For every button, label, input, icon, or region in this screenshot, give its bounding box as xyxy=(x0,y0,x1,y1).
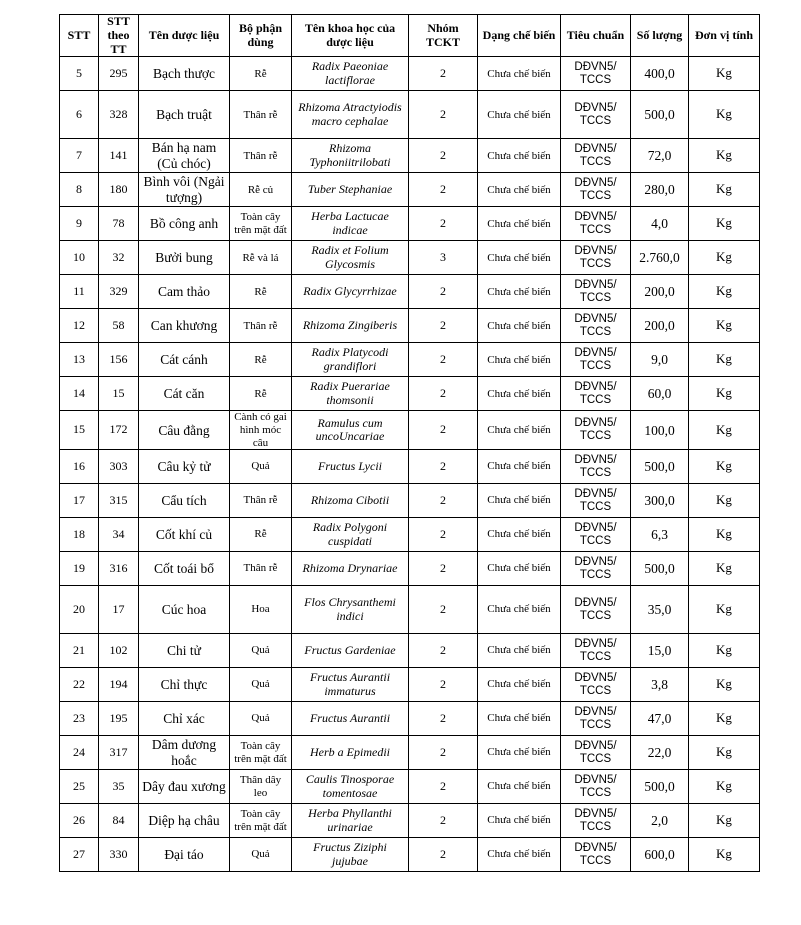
cell-name: Bạch truật xyxy=(139,91,230,139)
cell-group: 2 xyxy=(409,91,478,139)
cell-sci: Radix Glycyrrhizae xyxy=(292,275,409,309)
cell-form: Chưa chế biến xyxy=(478,309,561,343)
header-name: Tên dược liệu xyxy=(139,15,230,57)
cell-unit: Kg xyxy=(689,377,760,411)
cell-name: Dây đau xương xyxy=(139,770,230,804)
cell-ref: 315 xyxy=(99,484,139,518)
cell-group: 2 xyxy=(409,838,478,872)
cell-stt: 19 xyxy=(60,552,99,586)
cell-form: Chưa chế biến xyxy=(478,377,561,411)
cell-ref: 17 xyxy=(99,586,139,634)
cell-stt: 14 xyxy=(60,377,99,411)
cell-ref: 35 xyxy=(99,770,139,804)
cell-stt: 10 xyxy=(60,241,99,275)
cell-stt: 27 xyxy=(60,838,99,872)
cell-part: Cành có gai hình móc câu xyxy=(230,411,292,450)
cell-part: Rễ xyxy=(230,57,292,91)
cell-form: Chưa chế biến xyxy=(478,770,561,804)
cell-ref: 317 xyxy=(99,736,139,770)
cell-group: 2 xyxy=(409,804,478,838)
cell-sci: Rhizoma Atractyiodis macro cephalae xyxy=(292,91,409,139)
table-row xyxy=(60,552,760,586)
table-row xyxy=(60,804,760,838)
cell-name: Câu đằng xyxy=(139,411,230,450)
cell-std: DĐVN5/ TCCS xyxy=(561,518,631,552)
cell-sci: Fructus Lycii xyxy=(292,450,409,484)
cell-name: Cát cánh xyxy=(139,343,230,377)
cell-group: 2 xyxy=(409,552,478,586)
cell-sci: Fructus Aurantii xyxy=(292,702,409,736)
table-row xyxy=(60,586,760,634)
cell-form: Chưa chế biến xyxy=(478,241,561,275)
cell-stt: 17 xyxy=(60,484,99,518)
cell-ref: 303 xyxy=(99,450,139,484)
cell-group: 2 xyxy=(409,173,478,207)
cell-qty: 200,0 xyxy=(631,309,689,343)
cell-qty: 500,0 xyxy=(631,552,689,586)
cell-name: Chỉ xác xyxy=(139,702,230,736)
table-header xyxy=(60,15,760,57)
cell-group: 2 xyxy=(409,450,478,484)
cell-part: Quả xyxy=(230,450,292,484)
cell-std: DĐVN5/ TCCS xyxy=(561,702,631,736)
cell-qty: 300,0 xyxy=(631,484,689,518)
header-unit: Đơn vị tính xyxy=(689,15,760,57)
cell-group: 2 xyxy=(409,57,478,91)
cell-part: Rễ và lá xyxy=(230,241,292,275)
cell-part: Quả xyxy=(230,634,292,668)
table-row xyxy=(60,207,760,241)
cell-group: 3 xyxy=(409,241,478,275)
cell-part: Rễ xyxy=(230,275,292,309)
cell-part: Thân rễ xyxy=(230,139,292,173)
cell-form: Chưa chế biến xyxy=(478,343,561,377)
table-row xyxy=(60,309,760,343)
cell-std: DĐVN5/ TCCS xyxy=(561,173,631,207)
cell-part: Quả xyxy=(230,668,292,702)
cell-group: 2 xyxy=(409,634,478,668)
cell-std: DĐVN5/ TCCS xyxy=(561,668,631,702)
cell-sci: Fructus Aurantii immaturus xyxy=(292,668,409,702)
cell-stt: 25 xyxy=(60,770,99,804)
cell-std: DĐVN5/ TCCS xyxy=(561,241,631,275)
cell-name: Can khương xyxy=(139,309,230,343)
cell-stt: 22 xyxy=(60,668,99,702)
cell-stt: 5 xyxy=(60,57,99,91)
cell-qty: 280,0 xyxy=(631,173,689,207)
table-row xyxy=(60,139,760,173)
cell-unit: Kg xyxy=(689,450,760,484)
cell-qty: 6,3 xyxy=(631,518,689,552)
cell-stt: 18 xyxy=(60,518,99,552)
cell-stt: 7 xyxy=(60,139,99,173)
cell-stt: 12 xyxy=(60,309,99,343)
cell-stt: 6 xyxy=(60,91,99,139)
cell-group: 2 xyxy=(409,668,478,702)
cell-sci: Herba Lactucae indicae xyxy=(292,207,409,241)
cell-std: DĐVN5/ TCCS xyxy=(561,804,631,838)
herb-table xyxy=(59,14,760,872)
cell-form: Chưa chế biến xyxy=(478,207,561,241)
header-row xyxy=(60,15,760,57)
cell-sci: Fructus Gardeniae xyxy=(292,634,409,668)
cell-form: Chưa chế biến xyxy=(478,450,561,484)
cell-name: Bồ công anh xyxy=(139,207,230,241)
header-ref: STT theo TT xyxy=(99,15,139,57)
cell-part: Rễ xyxy=(230,343,292,377)
cell-qty: 4,0 xyxy=(631,207,689,241)
cell-std: DĐVN5/ TCCS xyxy=(561,736,631,770)
cell-stt: 26 xyxy=(60,804,99,838)
header-std: Tiêu chuẩn xyxy=(561,15,631,57)
cell-form: Chưa chế biến xyxy=(478,586,561,634)
cell-ref: 172 xyxy=(99,411,139,450)
cell-unit: Kg xyxy=(689,309,760,343)
cell-qty: 60,0 xyxy=(631,377,689,411)
cell-qty: 600,0 xyxy=(631,838,689,872)
cell-name: Cốt khí củ xyxy=(139,518,230,552)
cell-sci: Rhizoma Zingiberis xyxy=(292,309,409,343)
cell-name: Bạch thược xyxy=(139,57,230,91)
cell-stt: 9 xyxy=(60,207,99,241)
cell-group: 2 xyxy=(409,518,478,552)
cell-form: Chưa chế biến xyxy=(478,552,561,586)
cell-qty: 35,0 xyxy=(631,586,689,634)
cell-group: 2 xyxy=(409,736,478,770)
cell-stt: 21 xyxy=(60,634,99,668)
cell-ref: 58 xyxy=(99,309,139,343)
table-row xyxy=(60,770,760,804)
cell-name: Cốt toái bổ xyxy=(139,552,230,586)
cell-sci: Rhizoma Typhoniitrilobati xyxy=(292,139,409,173)
cell-unit: Kg xyxy=(689,484,760,518)
cell-name: Cát căn xyxy=(139,377,230,411)
table-row xyxy=(60,91,760,139)
cell-unit: Kg xyxy=(689,770,760,804)
cell-std: DĐVN5/ TCCS xyxy=(561,586,631,634)
table-row xyxy=(60,838,760,872)
cell-ref: 328 xyxy=(99,91,139,139)
table-row xyxy=(60,343,760,377)
cell-unit: Kg xyxy=(689,736,760,770)
cell-form: Chưa chế biến xyxy=(478,139,561,173)
cell-form: Chưa chế biến xyxy=(478,634,561,668)
cell-part: Thân rễ xyxy=(230,552,292,586)
cell-ref: 330 xyxy=(99,838,139,872)
cell-stt: 23 xyxy=(60,702,99,736)
table-row xyxy=(60,173,760,207)
table-row xyxy=(60,275,760,309)
table-row xyxy=(60,736,760,770)
cell-unit: Kg xyxy=(689,838,760,872)
cell-stt: 20 xyxy=(60,586,99,634)
cell-stt: 13 xyxy=(60,343,99,377)
cell-qty: 2,0 xyxy=(631,804,689,838)
cell-group: 2 xyxy=(409,309,478,343)
cell-name: Bán hạ nam (Củ chóc) xyxy=(139,139,230,173)
cell-std: DĐVN5/ TCCS xyxy=(561,450,631,484)
cell-part: Thân rễ xyxy=(230,484,292,518)
cell-stt: 24 xyxy=(60,736,99,770)
cell-stt: 15 xyxy=(60,411,99,450)
table-row xyxy=(60,241,760,275)
cell-part: Rễ xyxy=(230,518,292,552)
cell-std: DĐVN5/ TCCS xyxy=(561,207,631,241)
cell-std: DĐVN5/ TCCS xyxy=(561,343,631,377)
header-sci: Tên khoa học của dược liệu xyxy=(292,15,409,57)
cell-ref: 195 xyxy=(99,702,139,736)
cell-group: 2 xyxy=(409,484,478,518)
cell-name: Đại táo xyxy=(139,838,230,872)
table-row xyxy=(60,484,760,518)
cell-sci: Radix Paeoniae lactiflorae xyxy=(292,57,409,91)
cell-ref: 34 xyxy=(99,518,139,552)
cell-part: Toàn cây trên mặt đất xyxy=(230,207,292,241)
header-part: Bộ phận dùng xyxy=(230,15,292,57)
cell-qty: 47,0 xyxy=(631,702,689,736)
cell-qty: 500,0 xyxy=(631,770,689,804)
cell-part: Thân rễ xyxy=(230,91,292,139)
cell-qty: 72,0 xyxy=(631,139,689,173)
cell-part: Thân rễ xyxy=(230,309,292,343)
cell-name: Bưởi bung xyxy=(139,241,230,275)
cell-unit: Kg xyxy=(689,586,760,634)
cell-unit: Kg xyxy=(689,207,760,241)
cell-name: Diệp hạ châu xyxy=(139,804,230,838)
cell-form: Chưa chế biến xyxy=(478,838,561,872)
cell-ref: 78 xyxy=(99,207,139,241)
cell-group: 2 xyxy=(409,207,478,241)
table-row xyxy=(60,377,760,411)
table-row xyxy=(60,57,760,91)
table-row xyxy=(60,668,760,702)
cell-unit: Kg xyxy=(689,91,760,139)
cell-form: Chưa chế biến xyxy=(478,173,561,207)
cell-unit: Kg xyxy=(689,411,760,450)
cell-stt: 8 xyxy=(60,173,99,207)
cell-unit: Kg xyxy=(689,57,760,91)
cell-std: DĐVN5/ TCCS xyxy=(561,634,631,668)
cell-form: Chưa chế biến xyxy=(478,57,561,91)
cell-name: Cam thảo xyxy=(139,275,230,309)
cell-qty: 15,0 xyxy=(631,634,689,668)
cell-form: Chưa chế biến xyxy=(478,91,561,139)
cell-unit: Kg xyxy=(689,241,760,275)
cell-part: Quả xyxy=(230,838,292,872)
cell-sci: Radix Platycodi grandiflori xyxy=(292,343,409,377)
cell-ref: 141 xyxy=(99,139,139,173)
header-stt: STT xyxy=(60,15,99,57)
cell-ref: 295 xyxy=(99,57,139,91)
cell-unit: Kg xyxy=(689,552,760,586)
cell-unit: Kg xyxy=(689,343,760,377)
cell-ref: 32 xyxy=(99,241,139,275)
cell-sci: Herb a Epimedii xyxy=(292,736,409,770)
cell-group: 2 xyxy=(409,139,478,173)
cell-qty: 3,8 xyxy=(631,668,689,702)
cell-name: Cúc hoa xyxy=(139,586,230,634)
cell-ref: 15 xyxy=(99,377,139,411)
cell-ref: 316 xyxy=(99,552,139,586)
cell-group: 2 xyxy=(409,275,478,309)
cell-sci: Radix Polygoni cuspidati xyxy=(292,518,409,552)
cell-ref: 156 xyxy=(99,343,139,377)
cell-std: DĐVN5/ TCCS xyxy=(561,309,631,343)
cell-group: 2 xyxy=(409,702,478,736)
cell-std: DĐVN5/ TCCS xyxy=(561,770,631,804)
cell-name: Chi tử xyxy=(139,634,230,668)
cell-name: Dâm dương hoắc xyxy=(139,736,230,770)
cell-std: DĐVN5/ TCCS xyxy=(561,275,631,309)
cell-qty: 22,0 xyxy=(631,736,689,770)
cell-stt: 16 xyxy=(60,450,99,484)
cell-part: Quả xyxy=(230,702,292,736)
cell-part: Rễ củ xyxy=(230,173,292,207)
cell-part: Toàn cây trên mặt đất xyxy=(230,804,292,838)
cell-sci: Herba Phyllanthi urinariae xyxy=(292,804,409,838)
cell-std: DĐVN5/ TCCS xyxy=(561,484,631,518)
cell-sci: Caulis Tinosporae tomentosae xyxy=(292,770,409,804)
cell-unit: Kg xyxy=(689,702,760,736)
header-form: Dạng chế biến xyxy=(478,15,561,57)
table-row xyxy=(60,702,760,736)
cell-form: Chưa chế biến xyxy=(478,668,561,702)
cell-qty: 500,0 xyxy=(631,91,689,139)
cell-unit: Kg xyxy=(689,518,760,552)
cell-ref: 84 xyxy=(99,804,139,838)
cell-std: DĐVN5/ TCCS xyxy=(561,57,631,91)
cell-std: DĐVN5/ TCCS xyxy=(561,377,631,411)
cell-group: 2 xyxy=(409,586,478,634)
header-qty: Số lượng xyxy=(631,15,689,57)
cell-qty: 200,0 xyxy=(631,275,689,309)
cell-sci: Fructus Ziziphi jujubae xyxy=(292,838,409,872)
cell-qty: 400,0 xyxy=(631,57,689,91)
cell-stt: 11 xyxy=(60,275,99,309)
cell-std: DĐVN5/ TCCS xyxy=(561,91,631,139)
table-row xyxy=(60,411,760,450)
cell-qty: 2.760,0 xyxy=(631,241,689,275)
cell-sci: Ramulus cum uncoUncariae xyxy=(292,411,409,450)
cell-form: Chưa chế biến xyxy=(478,411,561,450)
cell-form: Chưa chế biến xyxy=(478,736,561,770)
cell-ref: 194 xyxy=(99,668,139,702)
cell-name: Bình vôi (Ngải tượng) xyxy=(139,173,230,207)
cell-sci: Tuber Stephaniae xyxy=(292,173,409,207)
cell-ref: 180 xyxy=(99,173,139,207)
cell-sci: Rhizoma Cibotii xyxy=(292,484,409,518)
cell-ref: 102 xyxy=(99,634,139,668)
table-row xyxy=(60,518,760,552)
cell-unit: Kg xyxy=(689,668,760,702)
header-group: Nhóm TCKT xyxy=(409,15,478,57)
cell-std: DĐVN5/ TCCS xyxy=(561,411,631,450)
cell-sci: Flos Chrysanthemi indici xyxy=(292,586,409,634)
cell-std: DĐVN5/ TCCS xyxy=(561,139,631,173)
cell-group: 2 xyxy=(409,377,478,411)
table-row xyxy=(60,450,760,484)
cell-name: Chỉ thực xyxy=(139,668,230,702)
cell-sci: Rhizoma Drynariae xyxy=(292,552,409,586)
cell-group: 2 xyxy=(409,343,478,377)
cell-std: DĐVN5/ TCCS xyxy=(561,552,631,586)
cell-group: 2 xyxy=(409,411,478,450)
cell-part: Rễ xyxy=(230,377,292,411)
cell-sci: Radix Puerariae thomsonii xyxy=(292,377,409,411)
cell-form: Chưa chế biến xyxy=(478,804,561,838)
cell-sci: Radix et Folium Glycosmis xyxy=(292,241,409,275)
cell-form: Chưa chế biến xyxy=(478,484,561,518)
table-body xyxy=(60,57,760,872)
cell-part: Hoa xyxy=(230,586,292,634)
table-row xyxy=(60,634,760,668)
cell-name: Câu kỷ tử xyxy=(139,450,230,484)
cell-qty: 100,0 xyxy=(631,411,689,450)
cell-name: Cẩu tích xyxy=(139,484,230,518)
cell-unit: Kg xyxy=(689,173,760,207)
cell-qty: 9,0 xyxy=(631,343,689,377)
cell-unit: Kg xyxy=(689,804,760,838)
cell-part: Toàn cây trên mặt đất xyxy=(230,736,292,770)
cell-form: Chưa chế biến xyxy=(478,518,561,552)
cell-std: DĐVN5/ TCCS xyxy=(561,838,631,872)
cell-part: Thân dây leo xyxy=(230,770,292,804)
cell-unit: Kg xyxy=(689,139,760,173)
cell-group: 2 xyxy=(409,770,478,804)
cell-qty: 500,0 xyxy=(631,450,689,484)
cell-unit: Kg xyxy=(689,275,760,309)
cell-form: Chưa chế biến xyxy=(478,702,561,736)
cell-form: Chưa chế biến xyxy=(478,275,561,309)
cell-ref: 329 xyxy=(99,275,139,309)
cell-unit: Kg xyxy=(689,634,760,668)
